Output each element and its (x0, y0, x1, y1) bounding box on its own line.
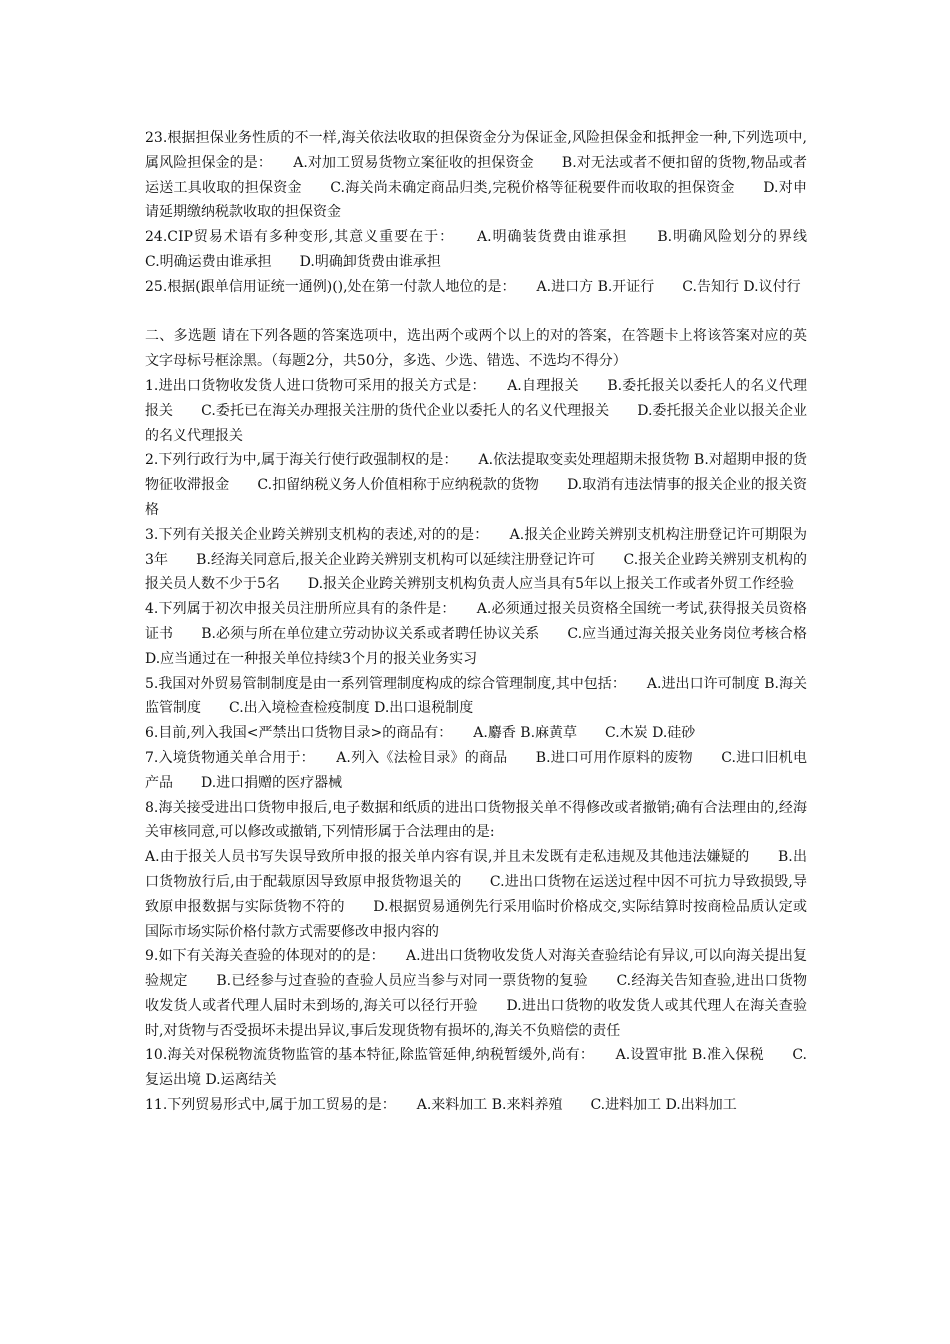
mc-question-9: 9.如下有关海关查验的体现对的的是： A.进出口货物收发货人对海关查验结论有异议,可以向海关提出复验规定 B.已经参与过查验的查验人员应当参与对同一票货物的复验 C.经海关告知查验,进出口货物收发货人或者代理人届时未到场的,海关可以径行开验 D.进出口货物的收发货人或其代理人在海关查验时,对货物与否受损坏未提出异议,事后发现货物有损坏的,海关不负赔偿的责任 (145, 948, 807, 1039)
mc-question-2: 2.下列行政行为中,属于海关行使行政强制权的是： A.依法提取变卖处理超期未报货物 B.对超期申报的货物征收滞报金 C.扣留纳税义务人价值相称于应纳税款的货物 D.取消有违法情事的报关企业的报关资格 (145, 452, 807, 518)
section-spacer (145, 300, 807, 325)
mc-question-8: 8.海关接受进出口货物申报后,电子数据和纸质的进出口货物报关单不得修改或者撤销;确有合法理由的,经海关审核同意,可以修改或撤销,下列情形属于合法理由的是: (145, 799, 807, 841)
section-heading-multiple-choice: 二、多选题 请在下列各题的答案选项中，选出两个或两个以上的对的答案，在答题卡上将该答案对应的英文字母标号框涂黑。（每题2分，共50分，多选、少选、错选、不选均不得分） (145, 328, 807, 370)
question-25: 25.根据(跟单信用证统一通例)(),处在第一付款人地位的是： A.进口方 B.开证行 C.告知行 D.议付行 (145, 278, 801, 295)
mc-question-8-options: A.由于报关人员书写失误导致所申报的报关单内容有误,并且未发既有走私违规及其他违法嫌疑的 B.出口货物放行后,由于配载原因导致原申报货物退关的 C.进出口货物在运送过程中因不可抗力导致损毁,导致原申报数据与实际货物不符的 D.根据贸易通例先行采用临时价格成交,实际结算时按商检品质认定或国际市场实际价格付款方式需要修改申报内容的 (145, 849, 807, 940)
mc-question-6: 6.目前,列入我国<严禁出口货物目录>的商品有： A.麝香 B.麻黄草 C.木炭 D.硅砂 (145, 725, 696, 742)
mc-question-3: 3.下列有关报关企业跨关辨别支机构的表述,对的的是： A.报关企业跨关辨别支机构注册登记许可期限为3年 B.经海关同意后,报关企业跨关辨别支机构可以延续注册登记许可 C.报关企业跨关辨别支机构的报关员人数不少于5名 D.报关企业跨关辨别支机构负责人应当具有5年以上报关工作或者外贸工作经验 (145, 526, 807, 593)
question-23: 23.根据担保业务性质的不一样,海关依法收取的担保资金分为保证金,风险担保金和抵押金一种,下列选项中,属风险担保金的是： A.对加工贸易货物立案征收的担保资金 B.对无法或者不便扣留的货物,物品或者运送工具收取的担保资金 C.海关尚未确定商品归类,完税价格等征税要件而收取的担保资金 D.对申请延期缴纳税款收取的担保资金 (145, 130, 807, 221)
mc-question-5: 5.我国对外贸易管制制度是由一系列管理制度构成的综合管理制度,其中包括： A.进出口许可制度 B.海关监管制度 C.出入境检查检疫制度 D.出口退税制度 (145, 675, 807, 717)
mc-question-11: 11.下列贸易形式中,属于加工贸易的是： A.来料加工 B.来料养殖 C.进料加工 D.出料加工 (145, 1097, 737, 1114)
mc-question-4: 4.下列属于初次申报关员注册所应具有的条件是： A.必须通过报关员资格全国统一考试,获得报关员资格证书 B.必须与所在单位建立劳动协议关系或者聘任协议关系 C.应当通过海关报关业务岗位考核合格 D.应当通过在一种报关单位持续3个月的报关业务实习 (145, 601, 835, 667)
question-24: 24.CIP贸易术语有多种变形,其意义重要在于： A.明确装货费由谁承担 B.明确风险划分的界线 C.明确运费由谁承担 D.明确卸货费由谁承担 (145, 229, 835, 270)
mc-question-7: 7.入境货物通关单合用于： A.列入《法检目录》的商品 B.进口可用作原料的废物 C.进口旧机电产品 D.进口捐赠的医疗器械 (145, 749, 807, 791)
mc-question-1: 1.进出口货物收发货人进口货物可采用的报关方式是： A.自理报关 B.委托报关以委托人的名义代理报关 C.委托已在海关办理报关注册的货代企业以委托人的名义代理报关 D.委托报关企业以报关企业的名义代理报关 (145, 377, 807, 444)
document-page (145, 126, 835, 1118)
mc-question-10: 10.海关对保税物流货物监管的基本特征,除监管延伸,纳税暂缓外,尚有： A.设置审批 B.准入保税 C.复运出境 D.运离结关 (145, 1047, 807, 1089)
